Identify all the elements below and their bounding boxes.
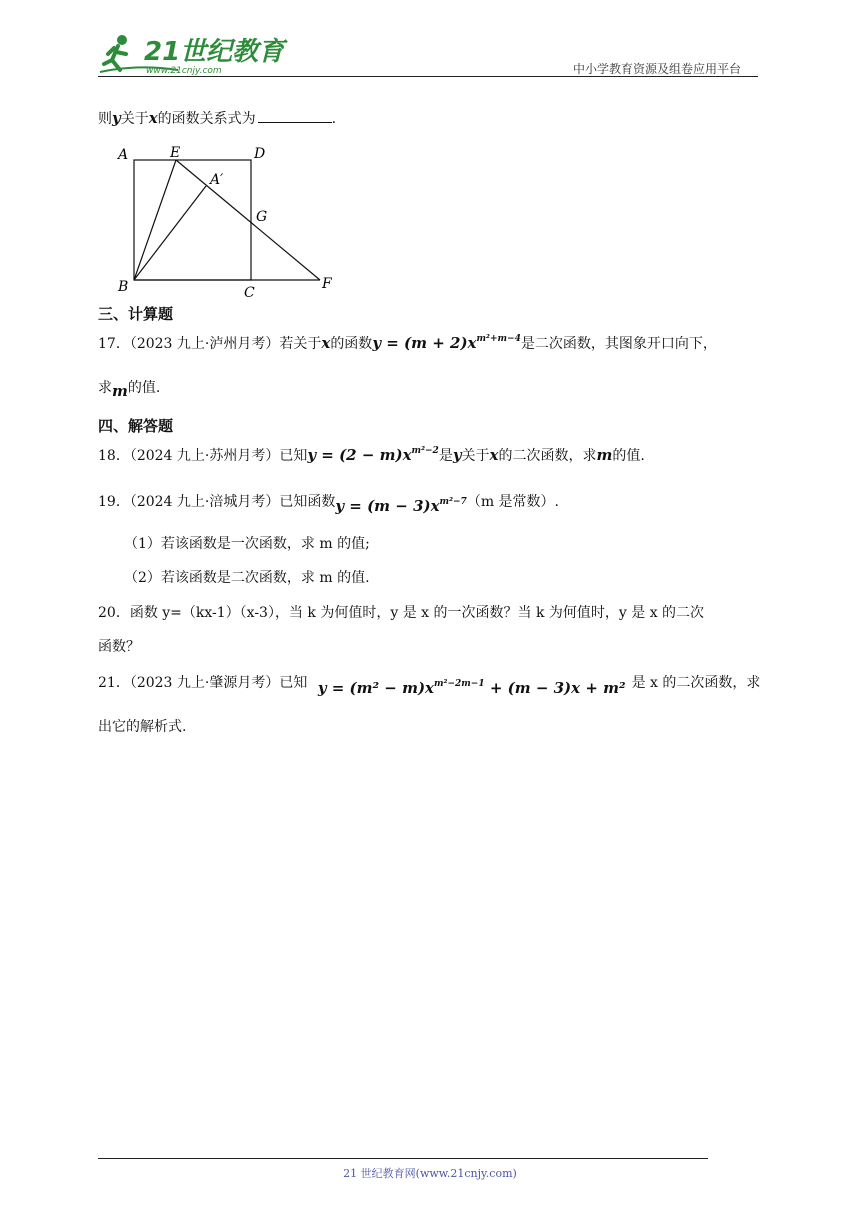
q19-text-2: （m 是常数）. [466, 494, 560, 510]
q16-suffix: 的函数关系式为 [157, 111, 256, 127]
q21-source: （2023 九上·肇源月考） [129, 675, 280, 691]
q21-formula [318, 679, 626, 697]
q16-var-y: y [112, 109, 121, 127]
header-divider [98, 76, 758, 77]
q17-formula-main: y = (m + 2)x [372, 334, 477, 352]
q19-sub1: （1）若该函数是一次函数，求 m 的值; [124, 536, 370, 552]
q17-line1 [98, 333, 717, 353]
q17-line2 [98, 377, 161, 400]
q21-formula-part-a: y = (m² − m)x [317, 679, 435, 697]
q16-mid: 关于 [120, 111, 149, 127]
q18-text-5: 的值. [612, 448, 645, 464]
header-platform-title: 中小学教育资源及组卷应用平台 [573, 62, 742, 76]
q16-end: . [331, 111, 337, 127]
q19-sub2: （2）若该函数是二次函数，求 m 的值. [124, 570, 370, 586]
q19-number: 19． [98, 494, 130, 510]
label-a-prime: A′ [210, 172, 224, 188]
q17-source: （2023 九上·泸州月考） [129, 336, 280, 352]
q17-line2-b: 的值. [127, 380, 161, 396]
site-logo [98, 30, 285, 78]
q19-formula-main: y = (m − 3)x [335, 497, 440, 515]
segment-ef [176, 160, 320, 280]
logo-text: 21世纪教育 [144, 37, 285, 67]
q17-formula [372, 334, 521, 352]
q21-line2: 出它的解析式. [98, 719, 187, 735]
answer-blank [258, 122, 332, 123]
q17-line2-a: 求 [98, 380, 112, 396]
q17-text-1: 若关于 [279, 336, 322, 352]
label-d: D [254, 146, 266, 162]
q17-var-m: m [112, 382, 128, 400]
q19-formula [335, 497, 466, 515]
label-g: G [256, 209, 268, 225]
q21-text-1: 已知 [279, 675, 308, 691]
q18-formula-exponent: m²−2 [411, 446, 439, 456]
q18-text-4: 的二次函数，求 [498, 448, 597, 464]
footer-site-link[interactable]: 21 世纪教育网(www.21cnjy.com) [343, 1167, 517, 1180]
q18-source: （2024 九上·苏州月考） [129, 448, 280, 464]
q17-number: 17． [98, 336, 130, 352]
q18-text-3: 关于 [461, 448, 490, 464]
q20-line2: 函数？ [98, 639, 140, 655]
q21-text-2: 是 x 的二次函数，求 [631, 675, 761, 691]
q18-line [98, 445, 645, 465]
segment-ba-prime [134, 186, 206, 280]
q18-text-1: 已知 [279, 448, 308, 464]
square-abcd [134, 160, 251, 280]
q18-formula-main: y = (2 − m)x [307, 446, 412, 464]
q21-formula-exponent: m²−2m−1 [434, 679, 485, 689]
q17-text-3: 是二次函数，其图象开口向下， [520, 336, 717, 352]
q17-text-2: 的函数 [330, 336, 373, 352]
label-f: F [322, 276, 332, 292]
q21-formula-part-b: + (m − 3)x + m² [484, 679, 626, 697]
q21-number: 21． [98, 675, 130, 691]
label-c: C [244, 285, 255, 301]
geometry-figure [110, 140, 350, 300]
q18-var-m: m [596, 446, 613, 464]
q17-formula-exponent: m²+m−4 [476, 334, 521, 344]
q16-answer-line [98, 108, 336, 128]
label-a: A [118, 147, 129, 163]
q16-prefix: 则 [98, 111, 112, 127]
q19-formula-exponent: m²−7 [439, 497, 467, 507]
section-title-calculation: 三、计算题 [98, 305, 174, 323]
label-e: E [170, 145, 181, 161]
q20-line1: 20．函数 y=（kx-1）（x-3），当 k 为何值时，y 是 x 的一次函数？当 k 为何值时，y 是 x 的二次 [98, 605, 705, 621]
footer-divider [98, 1158, 708, 1159]
q21-line1 [98, 672, 761, 697]
q19-text-1: 已知函数 [279, 494, 336, 510]
logo-url-text: www.21cnjy.com [146, 66, 222, 76]
q17-var-x: x [321, 334, 331, 352]
q19-source: （2024 九上·涪城月考） [129, 494, 280, 510]
q18-var-y: y [452, 446, 462, 464]
q19-line [98, 491, 560, 515]
label-b: B [118, 279, 129, 295]
section-title-solutions: 四、解答题 [98, 417, 174, 435]
q18-var-x: x [489, 446, 499, 464]
q16-var-x: x [148, 109, 158, 127]
q18-number: 18． [98, 448, 130, 464]
segment-be [134, 160, 176, 280]
q18-text-2: 是 [438, 448, 453, 464]
q18-formula [307, 446, 438, 464]
